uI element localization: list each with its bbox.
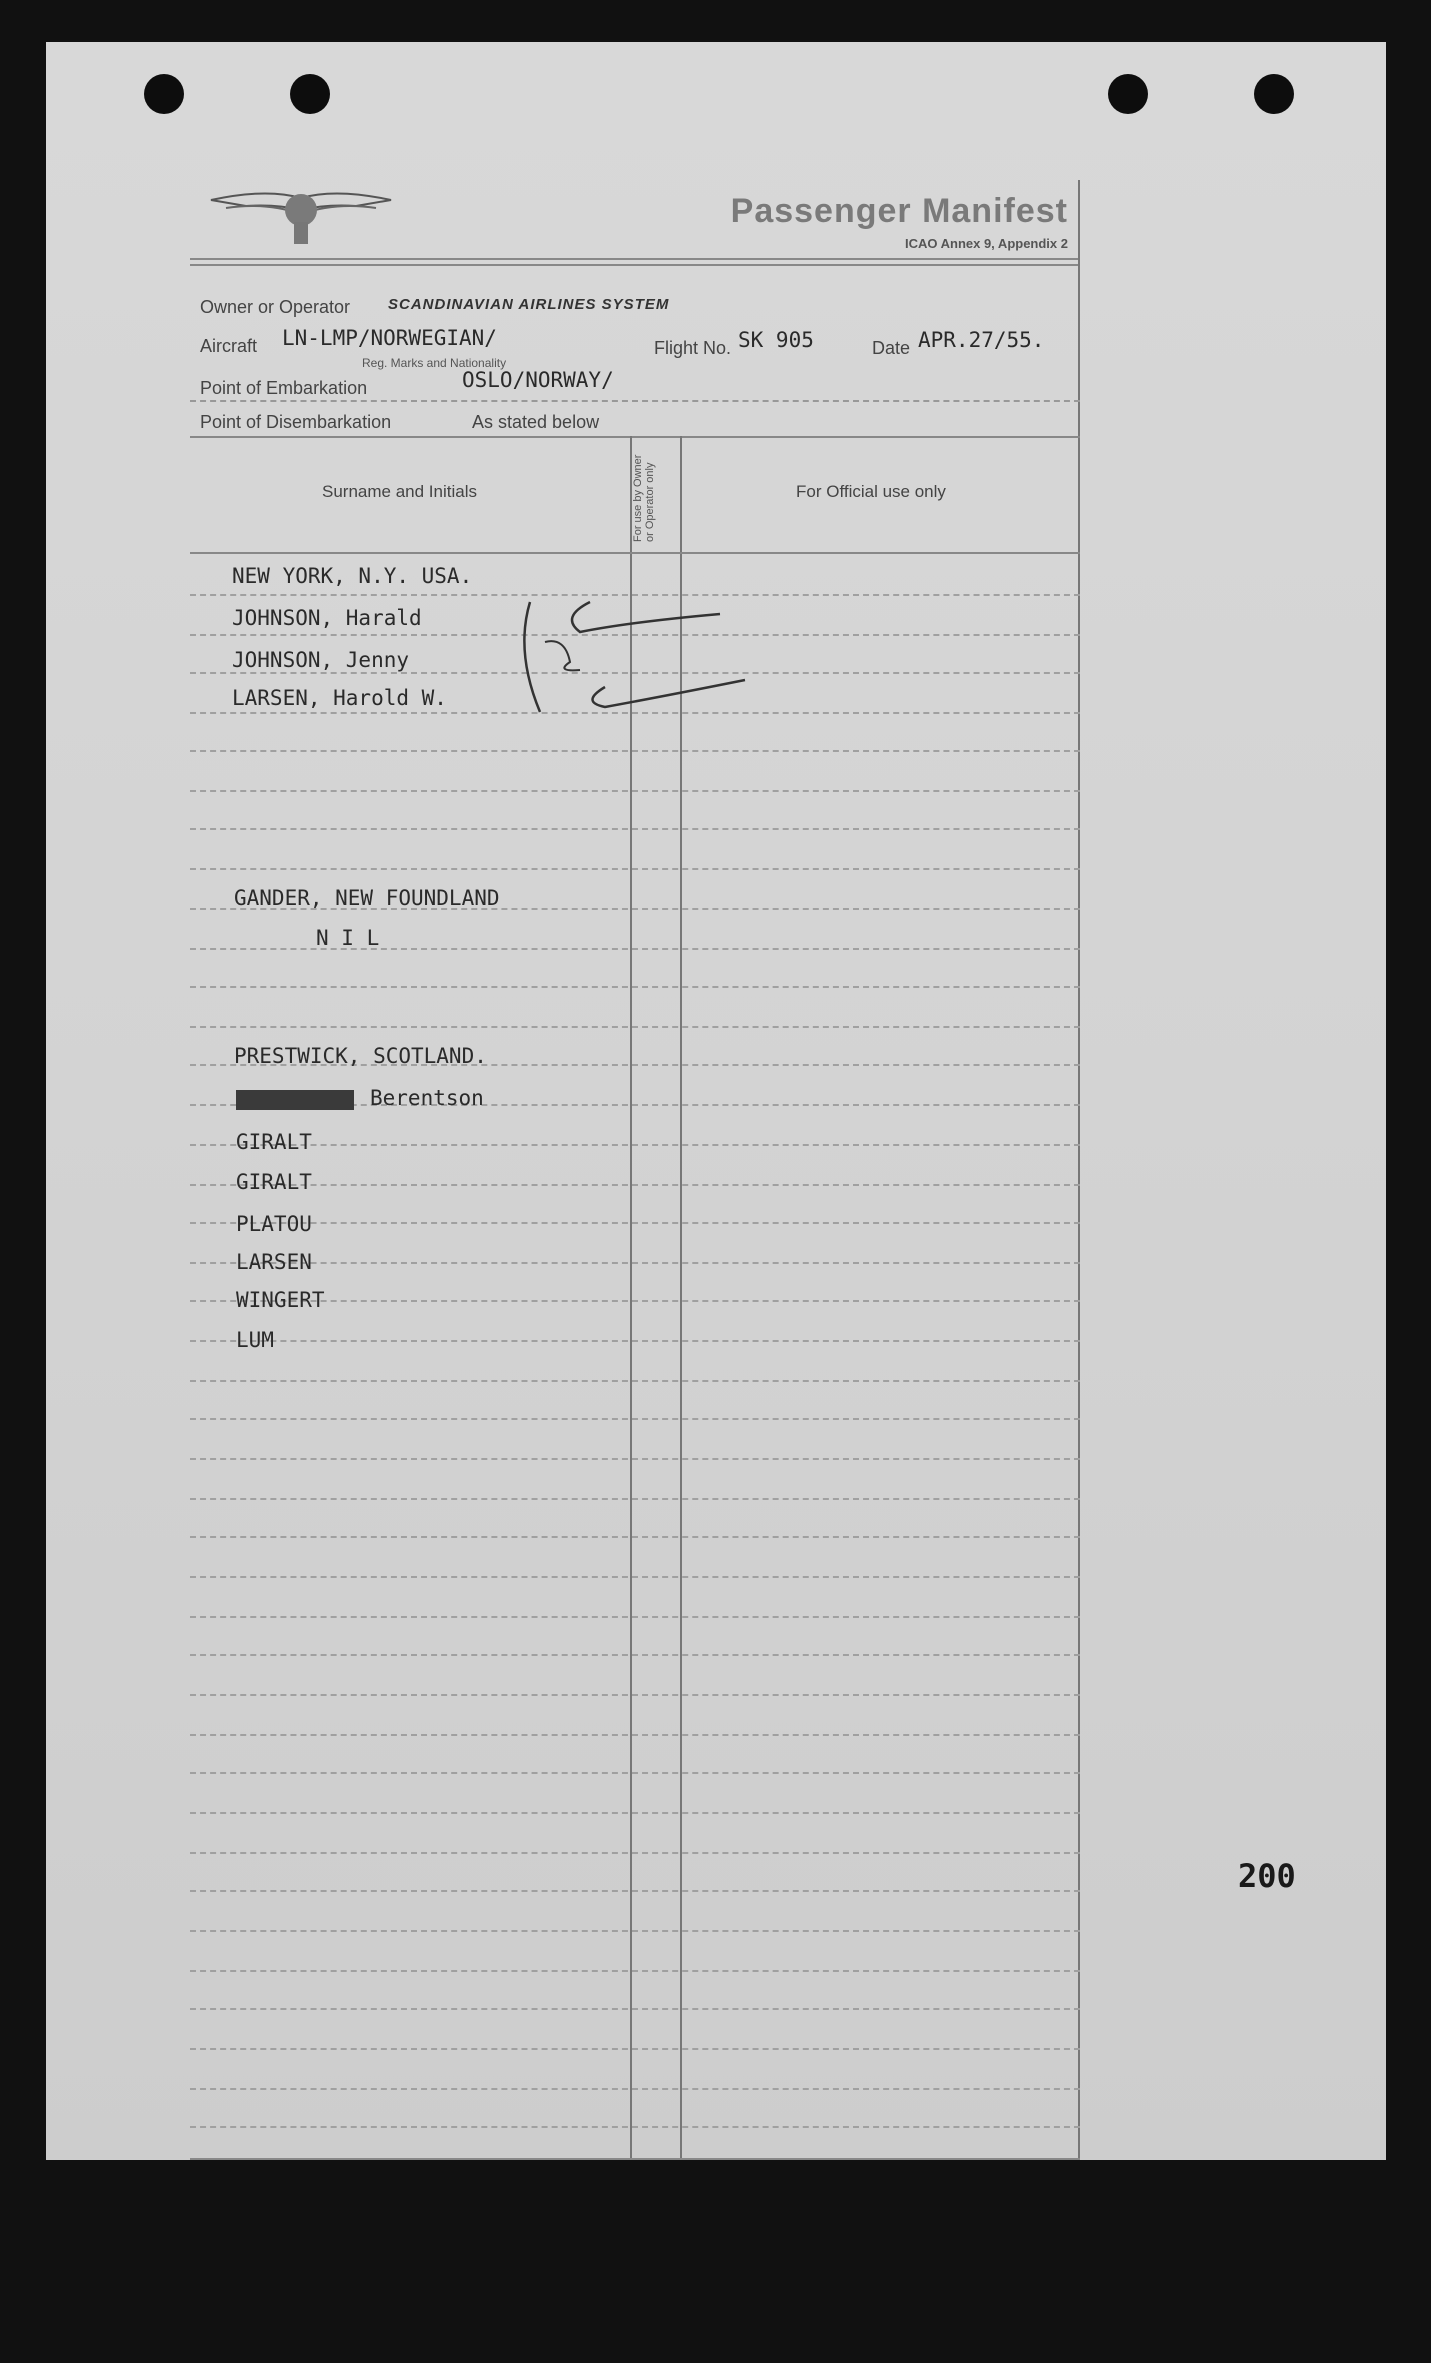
punch-hole — [144, 74, 184, 114]
column-header-surname: Surname and Initials — [322, 482, 477, 501]
embarkation-value: OSLO/NORWAY/ — [462, 368, 614, 392]
aircraft-value: LN-LMP/NORWEGIAN/ — [282, 326, 497, 350]
disembarkation-label: Point of Disembarkation — [200, 412, 392, 432]
list-item: LARSEN — [236, 1250, 312, 1274]
flight-label: Flight No. — [654, 338, 732, 358]
list-item: GIRALT — [236, 1170, 312, 1194]
column-header-official: For Official use only — [796, 482, 946, 501]
punch-hole — [1254, 74, 1294, 114]
owner-value: SCANDINAVIAN AIRLINES SYSTEM — [388, 296, 670, 313]
disembarkation-value: As stated below — [472, 412, 600, 432]
list-item: GIRALT — [236, 1130, 312, 1154]
aircraft-label: Aircraft — [200, 336, 258, 356]
punch-hole — [290, 74, 330, 114]
list-item: PRESTWICK, SCOTLAND. — [234, 1044, 487, 1068]
flight-value: SK 905 — [738, 328, 814, 352]
page-number: 200 — [1238, 1857, 1296, 1895]
airline-wings-logo-icon — [206, 180, 396, 250]
date-label: Date — [872, 338, 911, 358]
list-item: Berentson — [370, 1086, 484, 1110]
owner-label: Owner or Operator — [200, 297, 351, 317]
form-right-border — [1078, 180, 1080, 2160]
punch-hole — [1108, 74, 1148, 114]
table-bottom-rule — [190, 2158, 1080, 2160]
list-item: GANDER, NEW FOUNDLAND — [234, 886, 500, 910]
table-top-rule — [190, 436, 1080, 438]
struck-out-text — [236, 1090, 354, 1110]
manifest-subtitle: ICAO Annex 9, Appendix 2 — [904, 236, 1068, 251]
reg-marks-note: Reg. Marks and Nationality — [362, 356, 507, 370]
manifest-title: Passenger Manifest — [730, 192, 1068, 230]
list-item: NEW YORK, N.Y. USA. — [232, 564, 473, 588]
header-rule — [190, 258, 1080, 260]
list-item: N I L — [316, 926, 380, 950]
table-header-rule — [190, 552, 1080, 554]
form-rule — [190, 400, 1080, 402]
list-item: WINGERT — [236, 1288, 325, 1312]
list-item: JOHNSON, Harald — [232, 606, 422, 630]
embarkation-label: Point of Embarkation — [200, 378, 368, 398]
handwritten-bracket-mark — [510, 592, 750, 732]
header-rule — [190, 264, 1080, 266]
list-item: LARSEN, Harold W. — [232, 686, 447, 710]
date-value: APR.27/55. — [918, 328, 1045, 352]
list-item: JOHNSON, Jenny — [232, 648, 410, 672]
list-item: PLATOU — [236, 1212, 312, 1236]
list-item: LUM — [236, 1328, 274, 1352]
column-header-owner-use: For use by Owner or Operator only — [632, 454, 656, 542]
